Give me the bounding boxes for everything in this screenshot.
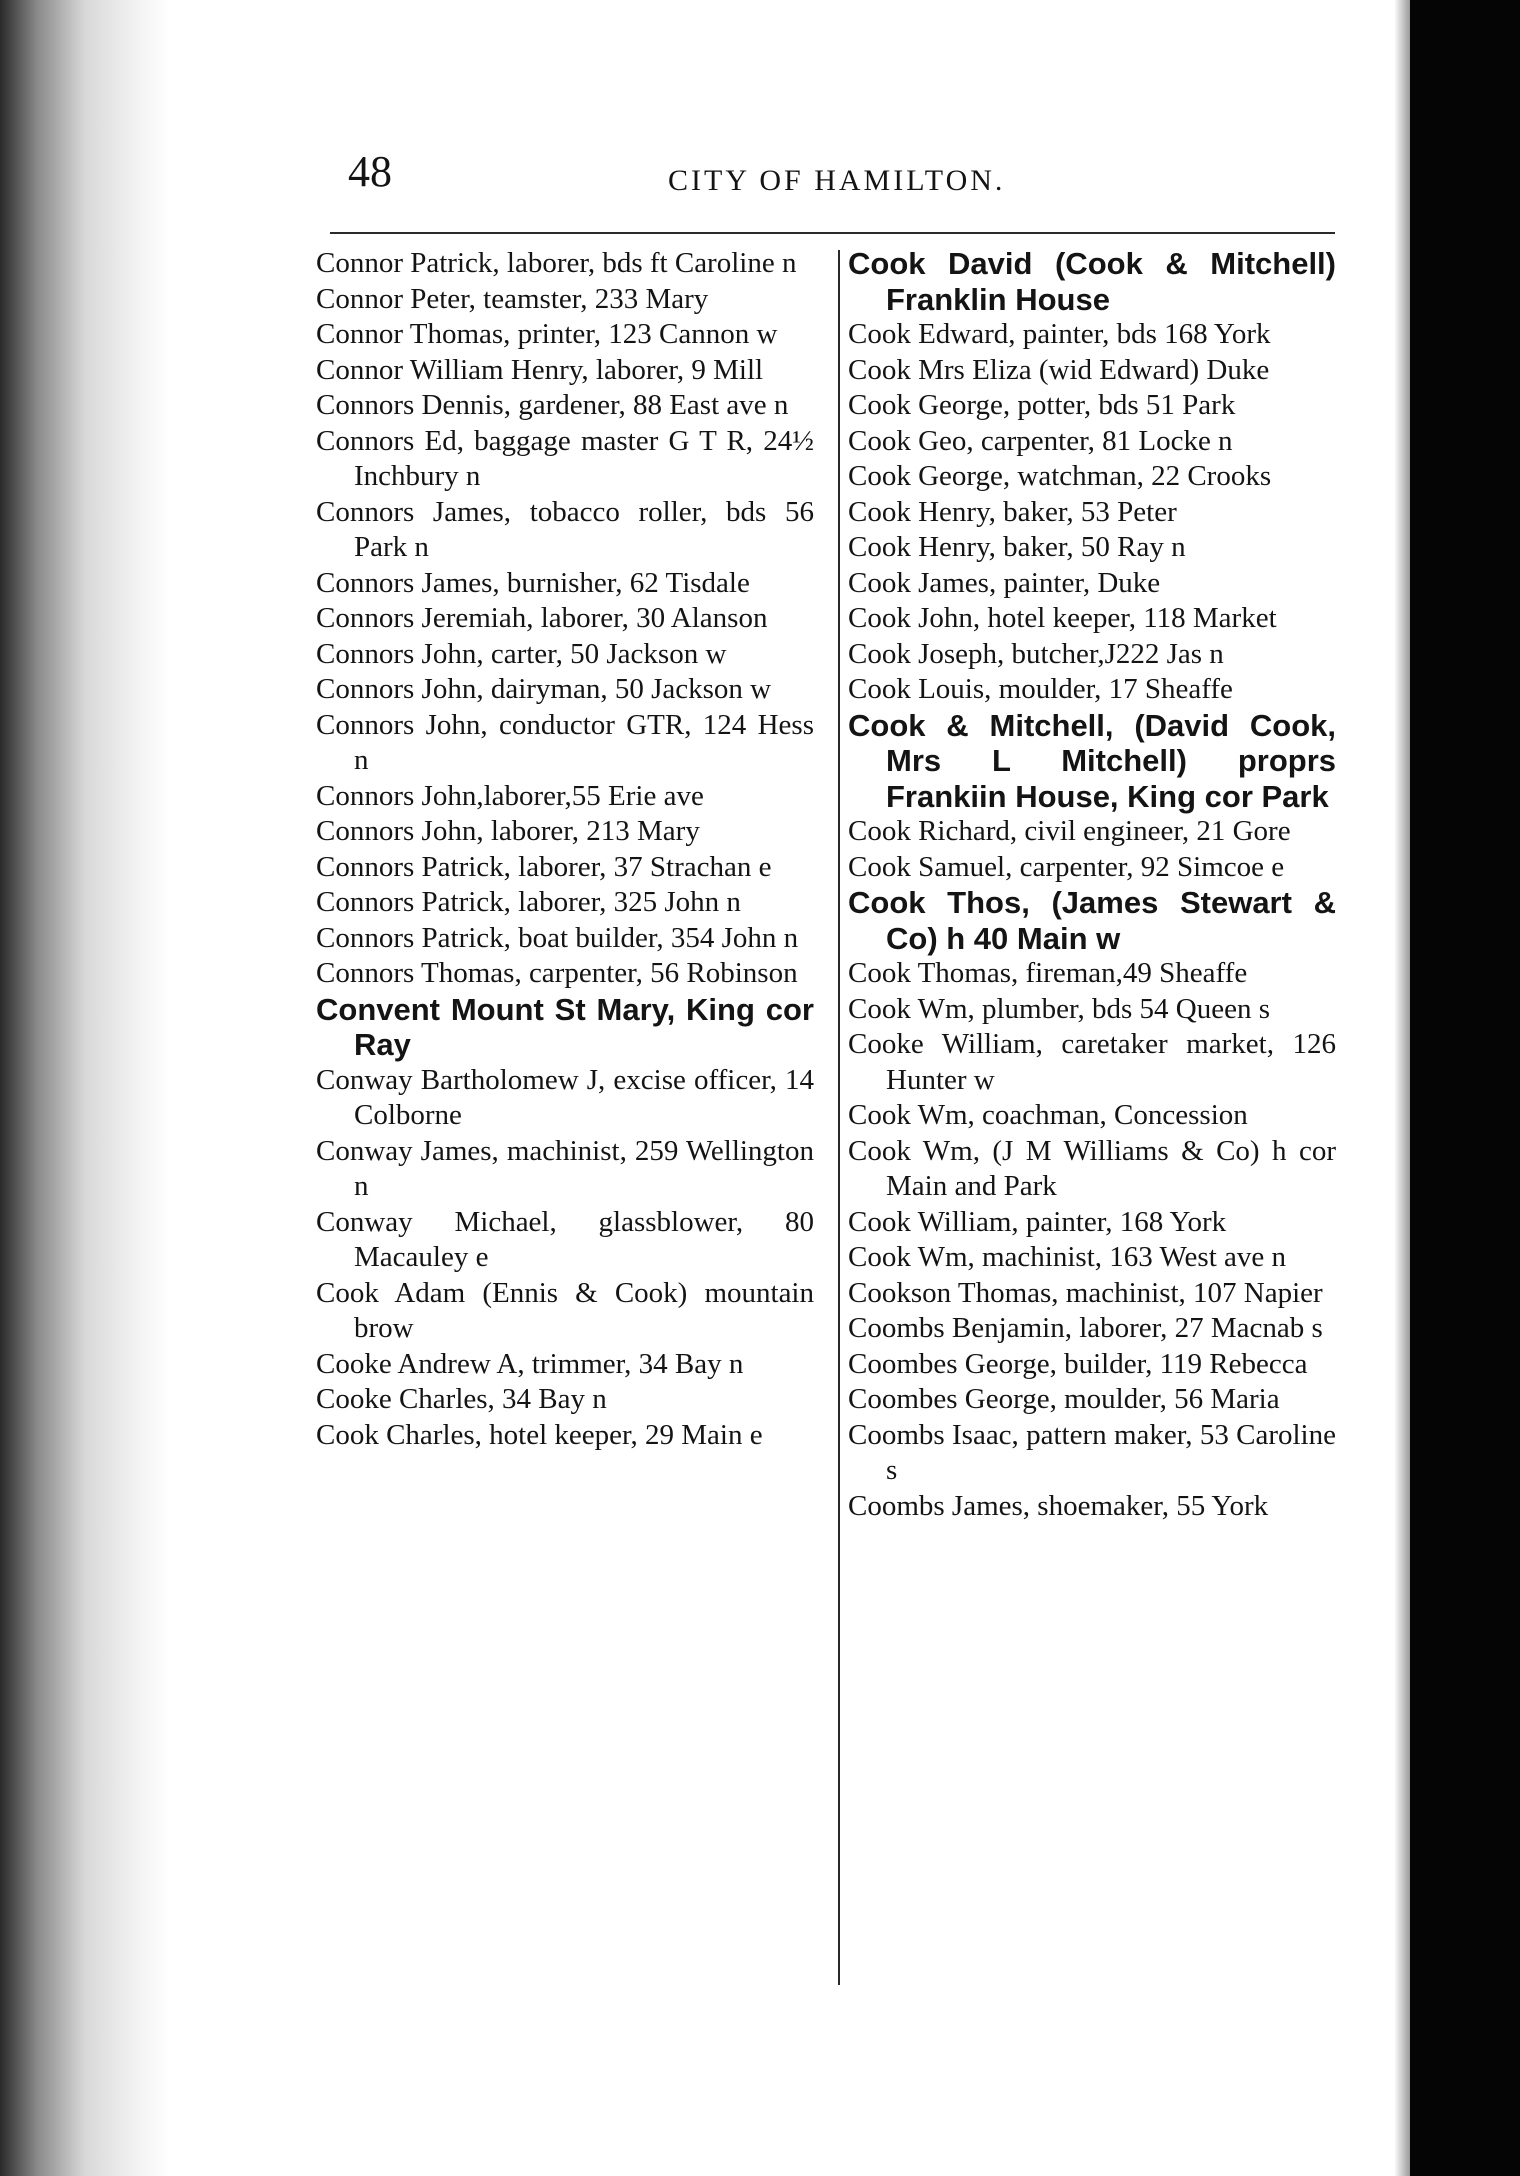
directory-entry: Cook Thomas, fireman,49 Sheaffe: [848, 957, 1248, 989]
directory-entry: Cook Wm, (J M Williams & Co) h cor Main and Park: [848, 1134, 1336, 1202]
left-column: [316, 246, 814, 1453]
directory-entry: Connors Thomas, carpenter, 56 Robinson: [316, 957, 798, 989]
directory-entry: Connor Thomas, printer, 123 Cannon w: [316, 318, 778, 350]
directory-entry: Coombes George, moulder, 56 Maria: [848, 1383, 1280, 1415]
directory-entry: Connors John, carter, 50 Jackson w: [316, 637, 727, 670]
directory-entry: Cook Mrs Eliza (wid Edward) Duke: [848, 353, 1270, 386]
directory-entry: Cook Adam (Ennis & Cook) mountain brow: [316, 1276, 814, 1344]
directory-entry: Connors John,laborer,55 Erie ave: [316, 779, 704, 812]
directory-entry: Convent Mount St Mary, King cor Ray: [316, 991, 814, 1062]
directory-entry: Cooke Andrew A, trimmer, 34 Bay n: [316, 1347, 744, 1380]
directory-entry: Cook Geo, carpenter, 81 Locke n: [848, 424, 1233, 457]
directory-entry: Cook John, hotel keeper, 118 Market: [848, 602, 1277, 634]
directory-entry: Cook David (Cook & Mitchell) Franklin House: [848, 246, 1336, 317]
directory-entry: Coombes George, builder, 119 Rebecca: [848, 1347, 1308, 1380]
directory-entry: Conway Michael, glassblower, 80 Macauley e: [316, 1205, 814, 1273]
directory-entry: Connors Patrick, laborer, 325 John n: [316, 886, 741, 918]
page-right-edge-shadow: [1410, 0, 1520, 2176]
directory-entry: Connors Patrick, boat builder, 354 John n: [316, 921, 799, 954]
directory-entry: Connors John, laborer, 213 Mary: [316, 815, 700, 847]
directory-entry: Cooke Charles, 34 Bay n: [316, 1383, 607, 1415]
directory-entry: Cook Richard, civil engineer, 21 Gore: [848, 815, 1291, 847]
directory-entry: Connor William Henry, laborer, 9 Mill: [316, 353, 764, 386]
directory-entry: Cookson Thomas, machinist, 107 Napier: [848, 1276, 1323, 1309]
directory-entry: Cook Henry, baker, 53 Peter: [848, 495, 1177, 528]
right-column: [848, 246, 1336, 1524]
directory-entry: Cook George, watchman, 22 Crooks: [848, 460, 1272, 492]
directory-entry: Cook Wm, machinist, 163 West ave n: [848, 1241, 1286, 1273]
directory-entry: Connor Patrick, laborer, bds ft Caroline n: [316, 247, 797, 279]
running-title: CITY OF HAMILTON.: [668, 164, 1006, 197]
directory-entry: Coombs Isaac, pattern maker, 53 Caroline s: [848, 1418, 1336, 1486]
header-rule: [330, 232, 1335, 234]
directory-entry: Cook Samuel, carpenter, 92 Simcoe e: [848, 850, 1285, 883]
directory-entry: Cook Wm, coachman, Concession: [848, 1099, 1248, 1131]
directory-entry: Coombs Benjamin, laborer, 27 Macnab s: [848, 1312, 1323, 1344]
page-number: 48: [348, 147, 392, 196]
directory-entry: Cook James, painter, Duke: [848, 566, 1161, 599]
column-divider: [838, 250, 840, 1985]
directory-entry: Cook Wm, plumber, bds 54 Queen s: [848, 992, 1270, 1025]
directory-entry: Cook Thos, (James Stewart & Co) h 40 Main w: [848, 885, 1336, 956]
directory-entry: Coombs James, shoemaker, 55 York: [848, 1489, 1269, 1522]
directory-entry: Connor Peter, teamster, 233 Mary: [316, 282, 709, 315]
directory-entry: Connors James, burnisher, 62 Tisdale: [316, 566, 750, 599]
directory-entry: Connors Jeremiah, laborer, 30 Alanson: [316, 602, 768, 634]
directory-entry: Cook Louis, moulder, 17 Sheaffe: [848, 673, 1233, 705]
directory-entry: Cooke William, caretaker market, 126 Hunter w: [848, 1028, 1336, 1096]
directory-entry: Conway James, machinist, 259 Wellington n: [316, 1134, 814, 1202]
page-right-edge-fade: [1394, 0, 1410, 2176]
directory-entry: Connors John, dairyman, 50 Jackson w: [316, 673, 772, 705]
page-left-edge-shadow: [0, 0, 170, 2176]
directory-entry: Cook Henry, baker, 50 Ray n: [848, 531, 1186, 563]
directory-entry: Cook Charles, hotel keeper, 29 Main e: [316, 1418, 763, 1451]
directory-entry: Connors Dennis, gardener, 88 East ave n: [316, 389, 789, 421]
directory-entry: Connors Ed, baggage master G T R, 24½ Inchbury n: [316, 424, 814, 492]
directory-entry: Cook & Mitchell, (David Cook, Mrs L Mitchell) proprs Frankiin House, King cor Park: [848, 707, 1336, 814]
directory-entry: Conway Bartholomew J, excise officer, 14 Colborne: [316, 1063, 814, 1131]
directory-entry: Connors John, conductor GTR, 124 Hess n: [316, 708, 814, 776]
directory-entry: Cook Edward, painter, bds 168 York: [848, 318, 1271, 350]
directory-entry: Cook George, potter, bds 51 Park: [848, 389, 1236, 421]
directory-entry: Cook William, painter, 168 York: [848, 1205, 1227, 1238]
directory-entry: Connors James, tobacco roller, bds 56 Park n: [316, 495, 814, 563]
directory-entry: Connors Patrick, laborer, 37 Strachan e: [316, 850, 772, 883]
directory-entry: Cook Joseph, butcher,J222 Jas n: [848, 637, 1224, 670]
